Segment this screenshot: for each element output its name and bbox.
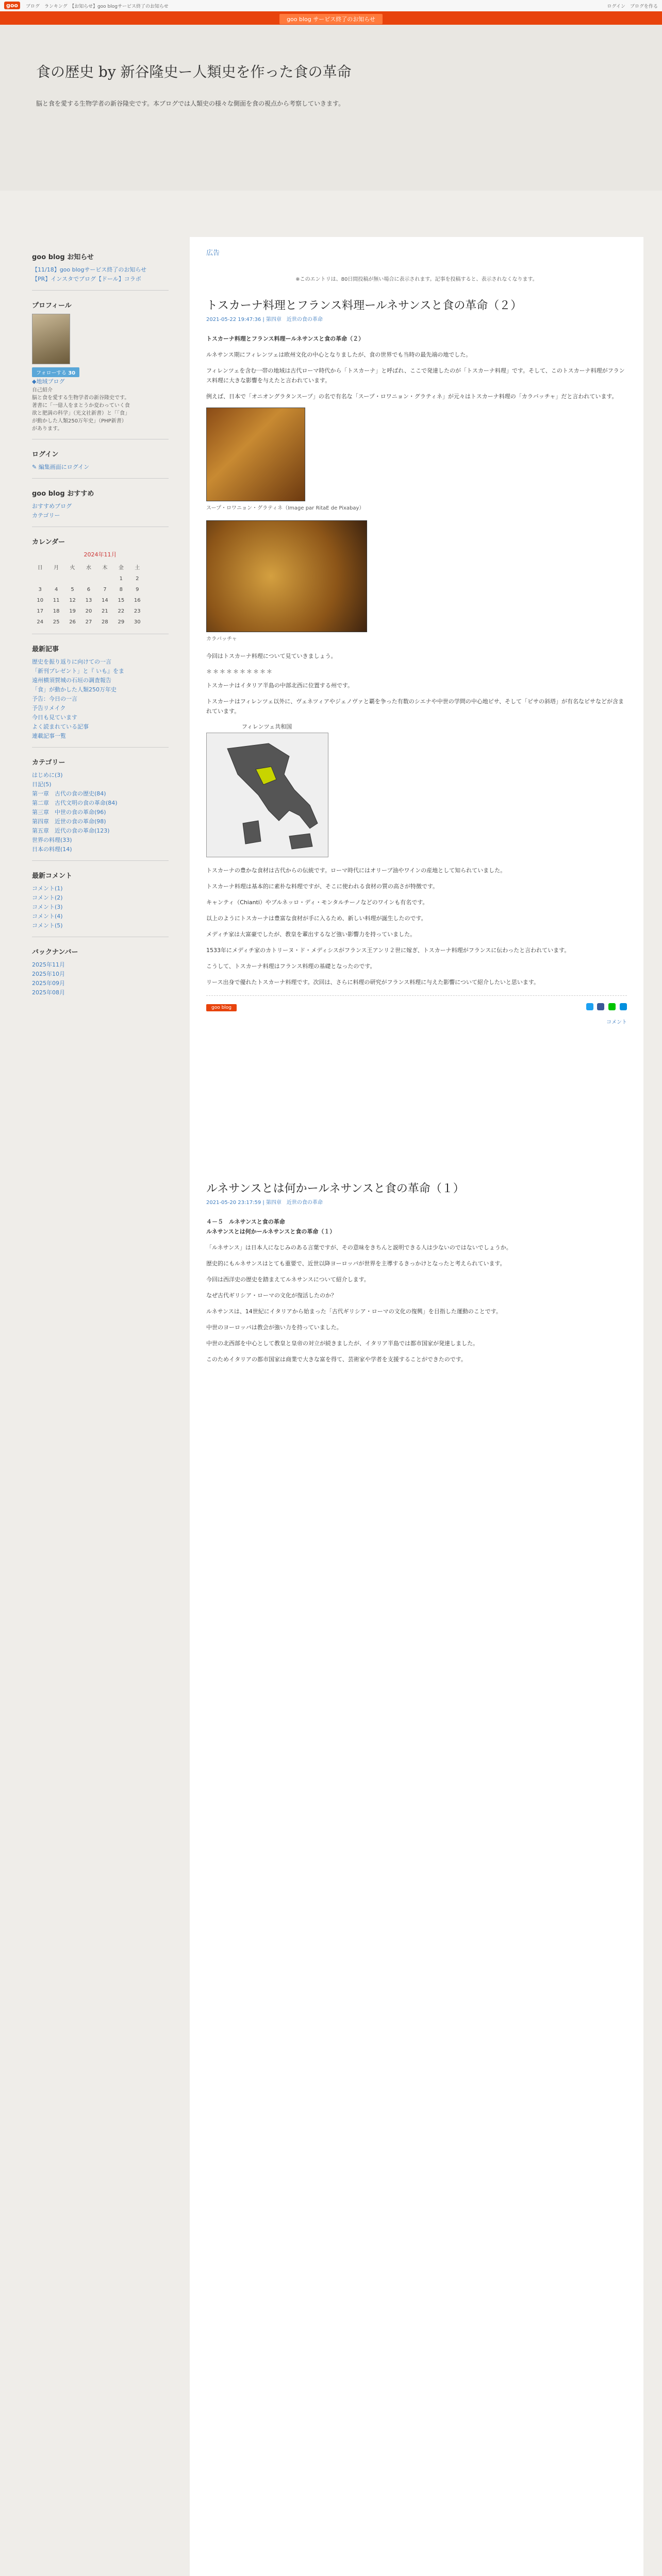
weekday: 日 bbox=[37, 565, 43, 571]
category-item[interactable]: 第二章 古代文明の食の革命(84) bbox=[32, 800, 118, 806]
calendar-day: 18 bbox=[53, 608, 60, 614]
post-paragraph: トスカーナの豊かな食材は古代からの伝統です。ローマ時代にはオリーブ油やワインの産地として知られていました。 bbox=[206, 867, 506, 874]
post-title[interactable]: ルネサンスとは何かールネサンスと食の革命（１） bbox=[206, 1182, 465, 1195]
post-title[interactable]: トスカーナ料理とフランス料理ールネサンスと食の革命（２） bbox=[206, 299, 522, 312]
map-title: フィレンツェ共和国 bbox=[241, 723, 292, 730]
calendar-day: 5 bbox=[71, 587, 74, 592]
calendar-day: 28 bbox=[102, 619, 108, 625]
post-paragraph: トスカーナはイタリア半島の中部北西に位置する州です。 bbox=[206, 682, 354, 689]
comment-item[interactable]: コメント(3) bbox=[32, 904, 63, 910]
calendar-day: 16 bbox=[134, 598, 141, 603]
facebook-icon[interactable] bbox=[597, 1003, 604, 1010]
recent-item[interactable]: 連載記事一覧 bbox=[32, 733, 66, 739]
top-links[interactable]: ブログ ランキング 【お知らせ】goo blogサービス終了のお知らせ bbox=[26, 4, 169, 9]
inactivity-notice: ※このエントリは、80日間投稿が無い場合に表示されます。記事を投稿すると、表示されなくなります。 bbox=[295, 277, 538, 282]
calendar-day: 6 bbox=[87, 587, 91, 592]
category-item[interactable]: 第一章 古代の食の歴史(84) bbox=[32, 790, 106, 797]
calendar-heading: カレンダー bbox=[32, 538, 65, 546]
calendar-day bbox=[48, 573, 64, 584]
calendar-day: 12 bbox=[69, 598, 76, 603]
post-paragraph: このためイタリアの都市国家は商業で大きな富を得て、芸術家や学者を支援することができたのです。 bbox=[206, 1356, 467, 1363]
login-link[interactable]: ✎ 編集画面にログイン bbox=[32, 464, 90, 470]
service-notice-bar bbox=[0, 11, 662, 25]
backnumber-item[interactable]: 2025年11月 bbox=[32, 961, 65, 968]
follow-count: 30 bbox=[68, 370, 76, 376]
calendar-day: 21 bbox=[102, 608, 108, 614]
post-lead: トスカーナ料理とフランス料理ールネサンスと食の革命（２） bbox=[206, 335, 365, 342]
post-paragraph: トスカーナ料理は基本的に素朴な料理ですが、そこに使われる食材の質の高さが特徴です。 bbox=[206, 883, 439, 890]
backnumber-item[interactable]: 2025年09月 bbox=[32, 980, 65, 987]
goo-logo[interactable]: goo bbox=[4, 2, 20, 9]
self-intro-text: 脳と食を愛する生物学者の新谷隆史です。著書に「一億人をまとうか変わっていく食欲と肥満の科学」（光文社新書）と「「食」が動かした人類250万年史」（PHP新書）があります。 bbox=[32, 395, 130, 432]
post-paragraph: ルネサンスは、14世紀にイタリアから始まった「古代ギリシア・ローマの文化の復興」を目指した運動のことです。 bbox=[206, 1308, 502, 1315]
comment-link[interactable]: コメント bbox=[606, 1020, 627, 1025]
weekday: 水 bbox=[86, 565, 91, 571]
calendar-day: 26 bbox=[69, 619, 76, 625]
hatena-icon[interactable] bbox=[620, 1003, 627, 1010]
carabaccia-image[interactable] bbox=[206, 520, 367, 632]
login-heading: ログイン bbox=[32, 451, 59, 459]
post-paragraph: 例えば、日本で「オニオングラタンスープ」の名で有名な「スープ・ロワニョン・グラティネ」が元々はトスカーナ料理の「カラバッチャ」だと言われています。 bbox=[206, 393, 618, 400]
category-item[interactable]: 第四章 近世の食の革命(98) bbox=[32, 818, 106, 825]
category-item[interactable]: 第五章 近代の食の革命(123) bbox=[32, 827, 110, 834]
calendar-day: 14 bbox=[102, 598, 108, 603]
divider bbox=[32, 290, 169, 291]
calendar-day: 27 bbox=[85, 619, 92, 625]
weekday: 月 bbox=[54, 565, 59, 571]
calendar-day: 25 bbox=[53, 619, 60, 625]
calendar-day: 17 bbox=[37, 608, 44, 614]
comment-item[interactable]: コメント(1) bbox=[32, 885, 63, 892]
calendar-day: 3 bbox=[38, 587, 42, 592]
service-notice-link[interactable]: goo blog サービス終了のお知らせ bbox=[279, 14, 383, 24]
calendar-day: 23 bbox=[134, 608, 141, 614]
goo-blog-button[interactable]: goo blog bbox=[206, 1004, 237, 1011]
calendar-day bbox=[32, 573, 48, 584]
post-paragraph: 中世の北西部を中心として教皇と皇帝の対立が続きましたが、イタリア半島では都市国家が発達しました。 bbox=[206, 1340, 478, 1347]
weekday: 火 bbox=[70, 565, 75, 571]
pencil-icon: ✎ bbox=[32, 464, 39, 470]
post-date[interactable]: 2021-05-20 23:17:59 | 第四章 近世の食の革命 bbox=[206, 1200, 323, 1206]
recent-item[interactable]: 今日も見ています bbox=[32, 714, 77, 721]
post-lead: ４－５ ルネサンスと食の革命 ルネサンスとは何かールネサンスと食の革命（１） bbox=[206, 1218, 336, 1235]
calendar-day: 29 bbox=[118, 619, 125, 625]
backnumber-item[interactable]: 2025年10月 bbox=[32, 971, 65, 977]
calendar-day: 4 bbox=[54, 587, 58, 592]
calendar-day: 19 bbox=[69, 608, 76, 614]
calendar-day: 1 bbox=[119, 576, 123, 582]
comment-item[interactable]: コメント(2) bbox=[32, 894, 63, 901]
recommend-heading: goo blog おすすめ bbox=[32, 490, 94, 498]
italy-map-graphic bbox=[207, 733, 328, 857]
calendar-day: 22 bbox=[118, 608, 125, 614]
follow-button[interactable]: フォローする 30 bbox=[32, 367, 79, 377]
category-item[interactable]: 世界の料理(33) bbox=[32, 837, 72, 843]
weekday: 木 bbox=[102, 565, 108, 571]
post-paragraph: 今回は西洋史の歴史を踏まえてルネサンスについて紹介します。 bbox=[206, 1276, 370, 1283]
backnumber-heading: バックナンバー bbox=[32, 948, 78, 956]
divider bbox=[32, 860, 169, 861]
backnumber-item[interactable]: 2025年08月 bbox=[32, 989, 65, 996]
post-paragraph: 歴史的にもルネサンスはとても重要で、近世以降ヨーロッパが世界を主導するきっかけとなったと考えられています。 bbox=[206, 1260, 506, 1267]
category-item[interactable]: 第三章 中世の食の革命(96) bbox=[32, 809, 106, 816]
calendar-day: 8 bbox=[119, 587, 123, 592]
calendar-day: 24 bbox=[37, 619, 44, 625]
post-paragraph: メディチ家は大富豪でしたが、教皇を輩出するなど強い影響力を持っていました。 bbox=[206, 931, 416, 938]
twitter-icon[interactable] bbox=[586, 1003, 593, 1010]
calendar bbox=[32, 550, 169, 628]
post-paragraph: 以上のようにトスカーナは豊富な食材が手に入るため、新しい料理が誕生したのです。 bbox=[206, 915, 427, 922]
category-item[interactable]: はじめに(3) bbox=[32, 772, 63, 778]
calendar-day: 15 bbox=[118, 598, 125, 603]
post-date[interactable]: 2021-05-22 19:47:36 | 第四章 近世の食の革命 bbox=[206, 317, 323, 323]
post-paragraph: 1533年にメディチ家のカトリーヌ・ド・メディシスがフランス王アンリ２世に嫁ぎ、トスカーナ料理がフランスに伝わったと言われています。 bbox=[206, 947, 570, 954]
blog-description: 脳と食を愛する生物学者の新谷隆史です。本ブログでは人類史の様々な側面を食の視点から考察していきます。 bbox=[36, 100, 345, 107]
category-item[interactable]: 日記(5) bbox=[32, 781, 52, 788]
category-heading: カテゴリー bbox=[32, 759, 65, 767]
calendar-month: 2024年11月 bbox=[84, 551, 117, 558]
post-paragraph: キャンティ（Chianti）やブルネッロ・ディ・モンタルチーノなどのワインも有名です。 bbox=[206, 899, 428, 906]
comment-item[interactable]: コメント(4) bbox=[32, 913, 63, 920]
recommend-item[interactable]: カテゴリー bbox=[32, 512, 60, 519]
news-heading: goo blog お知らせ bbox=[32, 253, 94, 261]
recent-item[interactable]: 「新刊プレゼント」と『 いも』をま bbox=[32, 668, 125, 674]
recent-item[interactable]: よく読まれている記事 bbox=[32, 723, 89, 730]
divider bbox=[32, 478, 169, 479]
calendar-day: 10 bbox=[37, 598, 44, 603]
blog-header bbox=[0, 25, 662, 191]
post-paragraph: トスカーナはフィレンツェ以外に、ヴェネツィアやジェノヴァと覇を争った有数のシエナや中世の学問の中心地ピサ、そして「ピサの斜塔」が有名なピサなどが含まれています。 bbox=[206, 698, 624, 715]
image-caption: スープ・ロワニョン・グラティネ（Image par RitaE de Pixabay） bbox=[206, 505, 365, 511]
post-paragraph: 今回はトスカーナ料理について見ていきましょう。 bbox=[206, 653, 337, 659]
post-closing: リース出身で優れたトスカーナ料理です。次回は、さらに料理の研究がフランス料理に与えた影響について紹介したいと思います。 bbox=[206, 979, 540, 986]
comments-heading: 最新コメント bbox=[32, 872, 73, 880]
recent-heading: 最新記事 bbox=[32, 646, 59, 653]
calendar-day bbox=[97, 573, 113, 584]
second-post bbox=[206, 1180, 627, 1364]
sidebar bbox=[32, 242, 169, 997]
calendar-day: 13 bbox=[85, 598, 92, 603]
soup-image[interactable] bbox=[206, 408, 305, 501]
self-intro-label: 自己紹介 bbox=[32, 387, 53, 393]
calendar-day: 7 bbox=[103, 587, 107, 592]
calendar-day: 9 bbox=[136, 587, 139, 592]
line-icon[interactable] bbox=[608, 1003, 616, 1010]
recent-item[interactable]: 遠州横須賀城の石垣の調査報告 bbox=[32, 677, 111, 684]
calendar-day: 30 bbox=[134, 619, 141, 625]
recommend-item[interactable]: おすすめブログ bbox=[32, 503, 72, 510]
blog-title[interactable]: 食の歴史 by 新谷隆史ー人類史を作った食の革命 bbox=[36, 63, 352, 80]
weekday: 金 bbox=[118, 565, 124, 571]
image-caption: カラバッチャ bbox=[206, 636, 237, 642]
post-paragraph: ルネサンス期にフィレンツェは欧州文化の中心となりましたが、食の世界でも当時の最先端の地でした。 bbox=[206, 351, 472, 358]
post-paragraph: 中世のヨーロッパは教会が強い力を持っていました。 bbox=[206, 1324, 342, 1331]
calendar-day bbox=[80, 573, 96, 584]
ad-label: 広告 bbox=[206, 249, 220, 257]
italy-map[interactable] bbox=[206, 733, 328, 857]
news-item[interactable]: 【PR】インスタでブログ【ドール】コラボ bbox=[32, 276, 141, 282]
top-right-links[interactable]: ログイン ブログを作る bbox=[607, 4, 658, 9]
section-divider-stars: ＊＊＊＊＊＊＊＊＊＊ bbox=[206, 668, 273, 675]
divider bbox=[32, 747, 169, 748]
share-buttons bbox=[584, 1003, 627, 1012]
profile-avatar[interactable] bbox=[32, 314, 70, 364]
news-item[interactable]: 【11/18】goo blogサービス終了のお知らせ bbox=[32, 266, 147, 273]
profile-link[interactable]: ◆地域ブログ bbox=[32, 378, 65, 385]
post-footer bbox=[206, 995, 627, 1025]
profile-heading: プロフィール bbox=[32, 302, 72, 310]
main-content bbox=[190, 237, 643, 2576]
calendar-day: 20 bbox=[85, 608, 92, 614]
recent-item[interactable]: 予告：今日の一言 bbox=[32, 696, 77, 702]
recent-item[interactable]: 歴史を振り返りに向けての一言 bbox=[32, 658, 111, 665]
top-navigation-bar bbox=[0, 0, 662, 12]
post-paragraph: こうして、トスカーナ料理はフランス料理の基礎となったのです。 bbox=[206, 963, 376, 970]
post-paragraph: フィレンツェを含む一帯の地域は古代ローマ時代から「トスカーナ」と呼ばれ、ここで発達したのが「トスカーナ料理」です。そして、このトスカーナ料理がフランス料理に大きな影響を与えたと言われています。 bbox=[206, 367, 625, 384]
calendar-day: 2 bbox=[136, 576, 139, 582]
recent-item[interactable]: 予告リメイク bbox=[32, 705, 66, 711]
post-paragraph: 「ルネサンス」は日本人になじみのある言葉ですが、その意味をきちんと説明できる人は少ないのではないでしょうか。 bbox=[206, 1244, 512, 1251]
category-item[interactable]: 日本の料理(14) bbox=[32, 846, 72, 853]
recent-item[interactable]: 「食」が動かした人類250万年史 bbox=[32, 686, 117, 693]
post-paragraph: なぜ古代ギリシア・ローマの文化が復活したのか？ bbox=[206, 1292, 337, 1299]
weekday: 土 bbox=[135, 565, 140, 571]
comment-item[interactable]: コメント(5) bbox=[32, 922, 63, 929]
calendar-day bbox=[64, 573, 80, 584]
calendar-day: 11 bbox=[53, 598, 60, 603]
